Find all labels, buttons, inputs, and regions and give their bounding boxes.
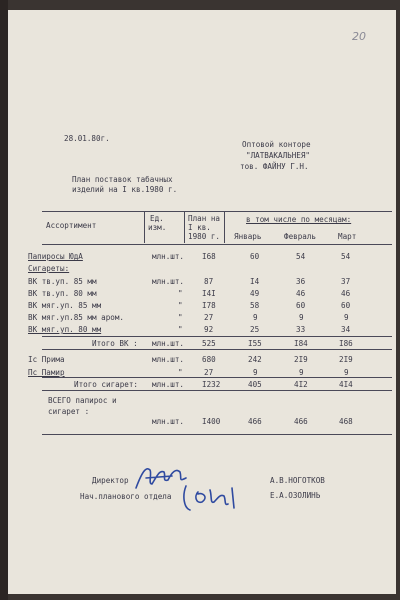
row-unit: млн.шт.: [152, 277, 185, 286]
header-unit-1: Ед.: [150, 214, 164, 223]
row-name: Папиросы ЮдА: [28, 252, 83, 261]
row-unit: ": [178, 313, 183, 322]
header-march: Март: [338, 232, 357, 241]
planning-head-label: Нач.планового отдела: [80, 492, 172, 501]
row-feb: 2I9: [294, 355, 308, 364]
subtotal-rule: [42, 390, 392, 391]
row-name: ВК мяг.уп.85 мм аром.: [28, 313, 125, 322]
total-label-2: сигарет :: [48, 407, 90, 416]
row-feb: 60: [296, 301, 306, 310]
row-name: ВК мяг.уп. 80 мм: [28, 325, 102, 334]
subtotal-vk-mar: I86: [339, 339, 353, 348]
subtotal-rule: [42, 336, 392, 337]
header-plan-3: 1980 г.: [188, 232, 221, 241]
row-feb: 9: [299, 368, 304, 377]
header-plan-1: План на: [188, 214, 221, 223]
director-name: А.В.НОГОТКОВ: [270, 476, 325, 485]
row-plan: 680: [202, 355, 216, 364]
subtotal-rule: [42, 377, 392, 378]
page-number: 20: [352, 30, 366, 43]
row-jan: 242: [248, 355, 262, 364]
document-page: [8, 10, 396, 594]
row-plan: 27: [204, 313, 214, 322]
subtotal-cig-jan: 405: [248, 380, 262, 389]
row-mar: 9: [344, 313, 349, 322]
subtotal-vk-feb: I84: [294, 339, 308, 348]
row-name: ВК тв.уп. 85 мм: [28, 277, 97, 286]
table-top-rule: [42, 211, 392, 212]
row-mar: 37: [341, 277, 351, 286]
header-divider: [144, 211, 145, 243]
addressee-line-1: Оптовой конторе: [242, 140, 311, 149]
header-divider: [184, 211, 185, 243]
row-jan: I4: [250, 277, 260, 286]
total-jan: 466: [248, 417, 262, 426]
header-months-group: в том числе по месяцам:: [246, 215, 352, 224]
header-plan-2: I кв.: [188, 223, 211, 232]
row-name: Сигареты:: [28, 264, 70, 273]
plan-title-line-2: изделий на I кв.1980 г.: [72, 185, 178, 194]
addressee-line-2: "ЛАТВАКАЛЬНЕЯ": [246, 151, 311, 160]
row-mar: 54: [341, 252, 351, 261]
row-plan: I78: [202, 301, 216, 310]
row-name: ВК мяг.уп. 85 мм: [28, 301, 102, 310]
row-jan: 25: [250, 325, 260, 334]
header-divider: [224, 211, 225, 243]
row-unit: ": [178, 301, 183, 310]
total-mar: 468: [339, 417, 353, 426]
row-plan: 87: [204, 277, 214, 286]
director-label: Директор: [92, 476, 129, 485]
row-unit: млн.шт.: [152, 252, 185, 261]
total-unit: млн.шт.: [152, 417, 185, 426]
row-jan: 9: [253, 368, 258, 377]
planning-head-name: Е.А.ОЗОЛИНЬ: [270, 491, 321, 500]
row-mar: 60: [341, 301, 351, 310]
subtotal-vk-unit: млн.шт.: [152, 339, 185, 348]
row-feb: 36: [296, 277, 306, 286]
row-mar: 9: [344, 368, 349, 377]
plan-title-line-1: План поставок табачных: [72, 175, 173, 184]
row-plan: 27: [204, 368, 214, 377]
subtotal-rule: [42, 349, 392, 350]
planning-head-signature: [180, 482, 250, 514]
row-jan: 58: [250, 301, 260, 310]
row-name: ВК тв.уп. 80 мм: [28, 289, 97, 298]
subtotal-cig-mar: 4I4: [339, 380, 353, 389]
row-plan: 92: [204, 325, 214, 334]
subtotal-cig-label: Итого сигарет:: [74, 380, 139, 389]
total-label-1: ВСЕГО папирос и: [48, 396, 117, 405]
subtotal-vk-jan: I55: [248, 339, 262, 348]
row-mar: 46: [341, 289, 351, 298]
row-plan: I68: [202, 252, 216, 261]
row-mar: 2I9: [339, 355, 353, 364]
subtotal-cig-plan: I232: [202, 380, 221, 389]
row-unit: ": [178, 325, 183, 334]
addressee-line-3: тов. ФАЙНУ Г.Н.: [240, 162, 309, 171]
row-feb: 9: [299, 313, 304, 322]
total-feb: 466: [294, 417, 308, 426]
header-assortment: Ассортимент: [46, 221, 97, 230]
table-bottom-rule: [42, 434, 392, 435]
row-name: Іс Прима: [28, 355, 65, 364]
row-mar: 34: [341, 325, 351, 334]
row-jan: 60: [250, 252, 260, 261]
row-jan: 9: [253, 313, 258, 322]
row-jan: 49: [250, 289, 260, 298]
row-unit: ": [178, 368, 183, 377]
scan-border: [0, 0, 8, 600]
header-february: Февраль: [284, 232, 317, 241]
row-unit: млн.шт.: [152, 355, 185, 364]
total-plan: I400: [202, 417, 221, 426]
subtotal-cig-feb: 4I2: [294, 380, 308, 389]
subtotal-vk-plan: 525: [202, 339, 216, 348]
row-feb: 46: [296, 289, 306, 298]
row-feb: 54: [296, 252, 306, 261]
document-date: 28.01.80г.: [64, 134, 110, 143]
subtotal-cig-unit: млн.шт.: [152, 380, 185, 389]
row-unit: ": [178, 289, 183, 298]
subtotal-vk-label: Итого ВК :: [92, 339, 138, 348]
row-name: Пс Памир: [28, 368, 65, 377]
row-feb: 33: [296, 325, 306, 334]
header-january: Январь: [234, 232, 262, 241]
row-plan: I4I: [202, 289, 216, 298]
header-bottom-rule: [42, 244, 392, 245]
header-unit-2: изм.: [148, 223, 167, 232]
